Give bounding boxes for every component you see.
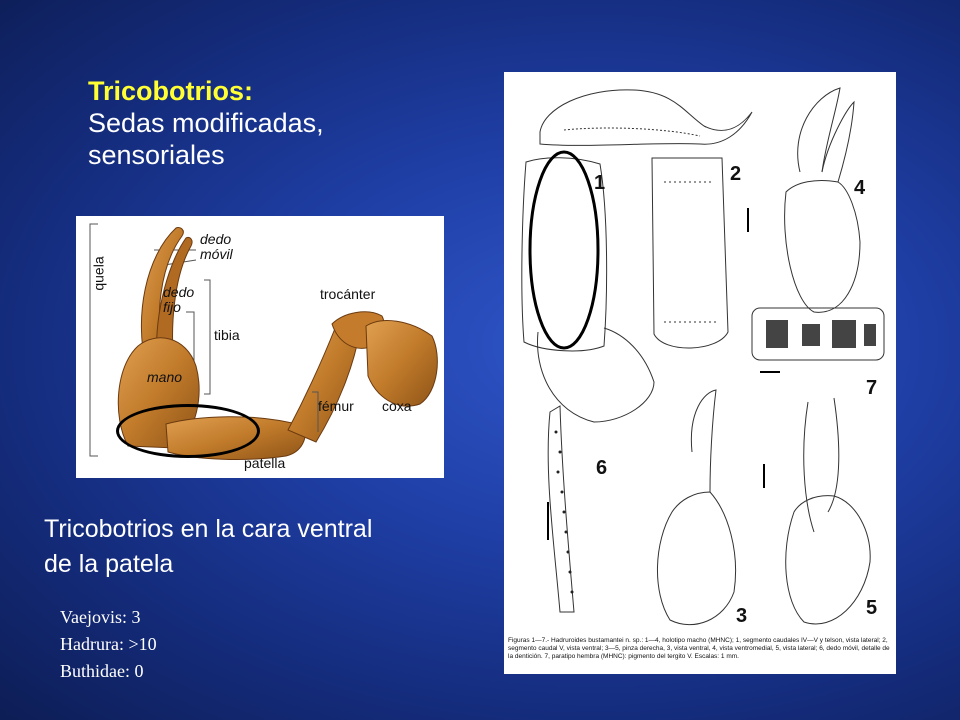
- heading-block: [88, 76, 488, 171]
- label-trocanter: trocánter: [320, 286, 376, 302]
- plate-drawings: [504, 72, 896, 674]
- label-tibia: tibia: [214, 327, 240, 343]
- caption-line-1: Tricobotrios en la cara ventral: [44, 515, 373, 543]
- figure-number-6: 6: [596, 457, 608, 479]
- caption-block: [44, 512, 474, 582]
- label-dedo-fijo: [163, 285, 194, 315]
- figure-number-4: 4: [854, 177, 866, 199]
- figure-number-3: 3: [736, 605, 748, 627]
- label-femur: fémur: [318, 398, 354, 414]
- label-dedo-movil: [200, 232, 233, 262]
- label-mano: mano: [147, 369, 183, 385]
- label-coxa: coxa: [382, 398, 412, 414]
- trichobothria-counts: [60, 604, 157, 685]
- caption-line-2: de la patela: [44, 550, 174, 578]
- figure-number-1: 1: [594, 172, 606, 194]
- label-dedo-fijo-line1: dedo: [163, 284, 195, 300]
- label-patella: patella: [244, 455, 286, 471]
- figure-number-5: 5: [866, 597, 878, 619]
- pedipalp-image: [76, 216, 444, 478]
- heading-title: Tricobotrios:: [88, 76, 254, 106]
- count-buthidae: Buthidae: 0: [60, 661, 144, 681]
- label-quela: quela: [90, 256, 107, 291]
- plate-caption: Figuras 1—7.- Hadruroides bustamantei n. sp.: 1—4, holotipo macho (MHNC); 1, segmento caudales IV—V y telson, vista lateral; 2, segmento caudal V, vista ventral; 3—5, pinza derecha, 3, vista ventral, 4, vista ventromedial, 5, vista lateral; 6, dedo móvil, detalle de la dentición. 7, paratipo hembra (MHNC): pigmento del tergito V. Escalas: 1 mm.: [508, 637, 890, 660]
- heading-line-2: sensoriales: [88, 140, 225, 170]
- figure-number-7: 7: [866, 377, 878, 399]
- figure-plate: [504, 72, 896, 674]
- label-dedo-movil-line2: móvil: [200, 246, 233, 262]
- count-vaejovis: Vaejovis: 3: [60, 607, 141, 627]
- figure-number-2: 2: [730, 163, 742, 185]
- count-hadrura: Hadrura: >10: [60, 634, 157, 654]
- heading-line-1: Sedas modificadas,: [88, 108, 324, 138]
- label-dedo-movil-line1: dedo: [200, 231, 232, 247]
- label-dedo-fijo-line2: fijo: [163, 299, 181, 315]
- patella-highlight-ellipse: [116, 404, 260, 458]
